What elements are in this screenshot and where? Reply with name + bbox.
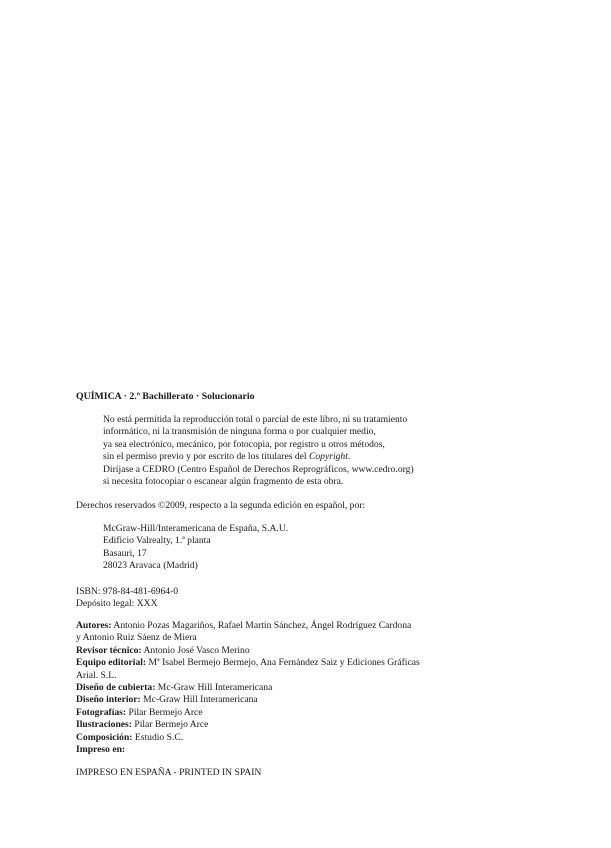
credit-value: Mc-Graw Hill Interamericana	[155, 682, 273, 694]
credit-editorial-cont: Arial. S.L.	[76, 669, 117, 681]
credit-authors	[76, 620, 456, 632]
credit-label: Diseño de cubierta:	[76, 682, 156, 694]
publisher-name: McGraw-Hill/Interamericana de España, S.A.U.	[103, 523, 289, 534]
credit-label: Composición:	[76, 731, 133, 743]
notice-line: informático, ni la transmisión de ninguna forma o por cualquier medio,	[103, 426, 376, 438]
notice-line: No está permitida la reproducción total o parcial de este libro, ni su tratamiento	[103, 414, 408, 425]
credit-label: Ilustraciones:	[76, 719, 132, 731]
credit-authors-cont: y Antonio Ruiz Sáenz de Miera	[76, 632, 197, 644]
book-title: QUÍMICA · 2.º Bachillerato · Solucionario	[76, 391, 255, 402]
credit-label: Autores:	[76, 620, 112, 631]
credit-value: Pilar Bermejo Arce	[126, 706, 203, 718]
copyright-word: Copyright	[308, 451, 348, 463]
publisher-address	[103, 523, 288, 573]
credit-value: Pilar Bermejo Arce	[131, 719, 209, 731]
isbn-line: ISBN: 978-84-481-6964-0	[76, 586, 179, 597]
publisher-building: Edificio Valrealty, 1.ª planta	[103, 535, 211, 547]
publisher-street: Basauri, 17	[103, 547, 147, 559]
notice-text: sin el permiso previo y por escrito de los titulares del	[103, 451, 309, 463]
credit-value: Mc-Graw Hill Interamericana	[140, 694, 258, 706]
credit-cover-design	[76, 682, 456, 694]
notice-line: Diríjase a CEDRO (Centro Español de Derechos Reprográficos, www.cedro.org)	[103, 463, 414, 475]
credits-block	[76, 620, 456, 756]
isbn-block	[76, 586, 178, 611]
notice-line: si necesita fotocopiar o escanear algún fragmento de esta obra.	[103, 476, 344, 488]
credit-editorial	[76, 657, 456, 669]
notice-line: ya sea electrónico, mecánico, por fotocopia, por registro u otros métodos,	[103, 438, 385, 450]
credit-label: Fotografías:	[76, 706, 127, 718]
credit-composition	[76, 732, 456, 744]
credit-value: Antonio Pozas Magariños, Rafael Martín Sánchez, Ángel Rodríguez Cardona	[111, 620, 412, 631]
deposit-line: Depósito legal: XXX	[76, 598, 158, 610]
rights-statement: Derechos reservados ©2009, respecto a la segunda edición en español, por:	[76, 500, 366, 511]
credit-printed-in	[76, 744, 456, 756]
credit-value: Mª Isabel Bermejo Bermejo, Ana Fernández Saiz y Ediciones Gráficas	[146, 657, 420, 669]
credit-illustrations	[76, 719, 456, 731]
credit-label: Revisor técnico:	[76, 644, 142, 656]
notice-text: .	[347, 451, 351, 463]
credit-reviewer	[76, 645, 456, 657]
printed-in-spain: IMPRESO EN ESPAÑA - PRINTED IN SPAIN	[76, 767, 262, 778]
credit-label: Diseño interior:	[76, 694, 141, 706]
copyright-notice	[103, 414, 543, 488]
credit-label: Impreso en:	[76, 744, 126, 756]
credit-label: Equipo editorial:	[76, 657, 147, 669]
credit-interior-design	[76, 694, 456, 706]
credit-photos	[76, 707, 456, 719]
publisher-city: 28023 Aravaca (Madrid)	[103, 560, 198, 572]
credit-value: Estudio S.C.	[132, 731, 184, 743]
credit-value: Antonio José Vasco Merino	[141, 644, 250, 656]
notice-line	[103, 451, 543, 463]
